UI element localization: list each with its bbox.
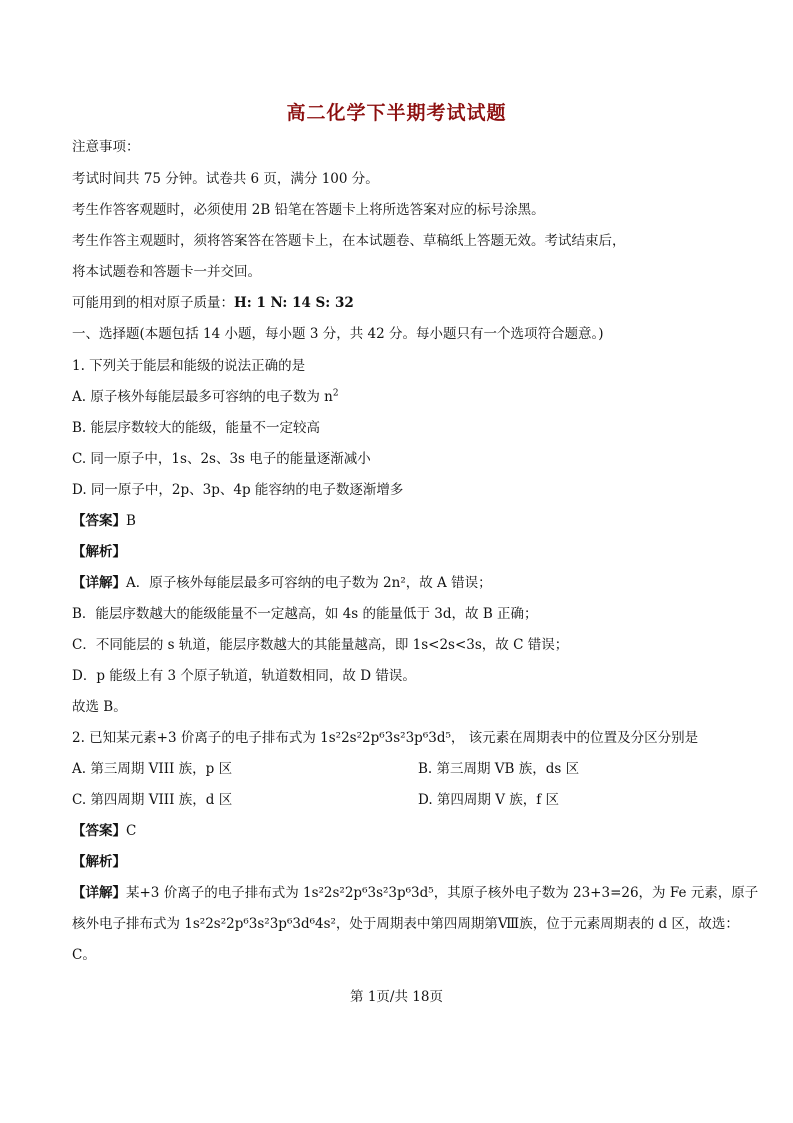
atomic-mass-label: 可能用到的相对原子质量： [72, 295, 234, 311]
notice-line-1: 考试时间共 75 分钟。试卷共 6 页，满分 100 分。 [72, 171, 379, 187]
page-footer: 第 1页/共 18页 [350, 989, 443, 1005]
q2-option-a: A. 第三周期 VIII 族，p 区 [72, 761, 233, 777]
q1-detail-2: B．能层序数越大的能级能量不一定越高，如 4s 的能量低于 3d，故 B 正确； [72, 606, 538, 622]
q1-detail-tag: 【详解】 [72, 575, 126, 591]
q2-detail-2: 核外电子排布式为 1s²2s²2p⁶3s²3p⁶3d⁶4s²，处于周期表中第四周期第Ⅷ族，位于元素周期表的 d 区，故选： [72, 916, 739, 932]
q1-detail-4: D．p 能级上有 3 个原子轨道，轨道数相同，故 D 错误。 [72, 668, 416, 684]
q1-option-d: D. 同一原子中，2p、3p、4p 能容纳的电子数逐渐增多 [72, 482, 404, 498]
q2-answer [72, 822, 136, 840]
q2-analysis-tag: 【解析】 [72, 854, 126, 870]
q1-answer [72, 512, 136, 530]
q2-answer-value: C [126, 823, 137, 839]
q2-option-d: D. 第四周期 V 族，f 区 [418, 792, 560, 808]
q2-detail-text-1: 某+3 价离子的电子排布式为 1s²2s²2p⁶3s²3p⁶3d⁵，其原子核外电子数为 23+3=26，为 Fe 元素，原子 [126, 885, 759, 901]
atomic-mass-line [72, 294, 354, 312]
q1-option-a-sup: 2 [332, 388, 339, 399]
notice-heading: 注意事项： [72, 139, 140, 155]
q1-detail-3: C．不同能层的 s 轨道，能层序数越大的其能量越高，即 1s<2s<3s，故 C 错误； [72, 637, 569, 653]
q1-detail-text-1: A．原子核外每能层最多可容纳的电子数为 2n²，故 A 错误； [126, 575, 492, 591]
q1-option-a [72, 388, 339, 406]
q1-option-b: B. 能层序数较大的能级，能量不一定较高 [72, 420, 321, 436]
atomic-mass-values: H: 1 N: 14 S: 32 [234, 295, 354, 311]
q2-stem-prefix: 2. 已知某元素+3 价离子的电子排布式为 [72, 730, 321, 746]
notice-line-4: 将本试题卷和答题卡一并交回。 [72, 264, 261, 280]
q2-stem-config: 1s²2s²2p⁶3s²3p⁶3d⁵ [320, 730, 451, 746]
q2-detail-3: C。 [72, 947, 96, 963]
q1-stem: 1. 下列关于能层和能级的说法正确的是 [72, 358, 306, 374]
q1-option-c: C. 同一原子中，1s、2s、3s 电子的能量逐渐减小 [72, 451, 371, 467]
q2-option-c: C. 第四周期 VIII 族，d 区 [72, 792, 233, 808]
q1-analysis-tag: 【解析】 [72, 544, 126, 560]
q2-stem-suffix: ， 该元素在周期表中的位置及分区分别是 [450, 730, 699, 746]
q1-option-a-text: A. 原子核外每能层最多可容纳的电子数为 n [72, 389, 333, 405]
q1-detail-5: 故选 B。 [72, 699, 127, 715]
notice-line-3: 考生作答主观题时，须将答案答在答题卡上，在本试题卷、草稿纸上答题无效。考试结束后， [72, 233, 626, 249]
notice-line-2: 考生作答客观题时，必须使用 2B 铅笔在答题卡上将所选答案对应的标号涂黑。 [72, 202, 545, 218]
page-title: 高二化学下半期考试试题 [286, 102, 507, 124]
q2-stem [72, 729, 698, 747]
q2-detail-1 [72, 884, 758, 902]
q1-answer-value: B [126, 513, 136, 529]
section-heading: 一、选择题(本题包括 14 小题，每小题 3 分，共 42 分。每小题只有一个选项符合题意。) [72, 326, 604, 342]
q2-option-b: B. 第三周期 VB 族，ds 区 [418, 761, 580, 777]
q2-answer-tag: 【答案】 [72, 823, 126, 839]
q1-answer-tag: 【答案】 [72, 513, 126, 529]
q1-detail-1 [72, 574, 492, 592]
q2-detail-tag: 【详解】 [72, 885, 126, 901]
